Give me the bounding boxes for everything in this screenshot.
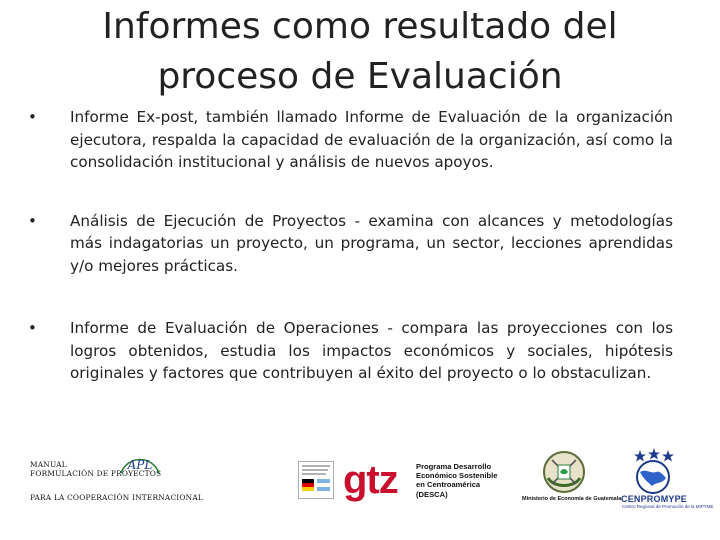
bullet-marker: •: [28, 211, 37, 230]
desca-line-4: (DESCA): [416, 489, 448, 499]
desca-logo-text: [416, 462, 497, 499]
manual-line-2: FORMULACIÓN DE PROYECTOS: [30, 469, 162, 478]
cooperation-caption: PARA LA COOPERACIÓN INTERNACIONAL: [30, 493, 203, 502]
desca-line-3: en Centroamérica: [416, 480, 481, 490]
cenpromype-logo-icon: [618, 448, 688, 494]
gtz-logo: gtz: [343, 458, 398, 502]
bullet-text: Análisis de Ejecución de Proyectos - examina con alcances y metodologías más indagatorias un proyecto, un programa, un sector, lecciones aprendidas y/o mejores prácticas.: [70, 211, 673, 275]
title-line-1: Informes como resultado del: [102, 6, 618, 47]
guatemala-emblem-icon: [540, 448, 588, 496]
svg-text:APL: APL: [127, 458, 153, 472]
bullet-item: [28, 210, 673, 278]
desca-line-2: Económico Sostenible: [416, 471, 498, 481]
title-line-2: proceso de Evaluación: [157, 56, 563, 97]
cenpromype-caption: CENPROMYPE: [621, 494, 688, 504]
bullet-item: [28, 106, 673, 174]
manual-line-1: MANUAL: [30, 460, 67, 469]
bullet-text: Informe Ex-post, también llamado Informe de Evaluación de la organización ejecutora, respalda la capacidad de evaluación de la organización, así como la consolidación institucional y análisis de nuevos apoyos.: [70, 108, 673, 171]
footer-logos: [0, 448, 720, 540]
cenpromype-subcaption: Centro Regional de Promoción de la MIPYME: [622, 504, 714, 509]
cooperation-flag-icon: [298, 461, 334, 499]
bullet-item: [28, 317, 673, 385]
bullet-text: Informe de Evaluación de Operaciones - compara las proyecciones con los logros obtenidos, estudia los impactos económicos y sociales, hipótesis originales y factores que contribuyen al éxito del proyecto o lo obstaculizan.: [70, 319, 673, 382]
slide-title: [60, 2, 660, 102]
apl-logo-icon: [118, 451, 162, 477]
bullet-marker: •: [28, 319, 37, 337]
bullet-list: [28, 106, 673, 385]
desca-line-1: Programa Desarrollo: [416, 462, 492, 471]
bullet-marker: •: [28, 108, 37, 126]
ministerio-caption: Ministerio de Economía de Guatemala: [522, 496, 622, 502]
